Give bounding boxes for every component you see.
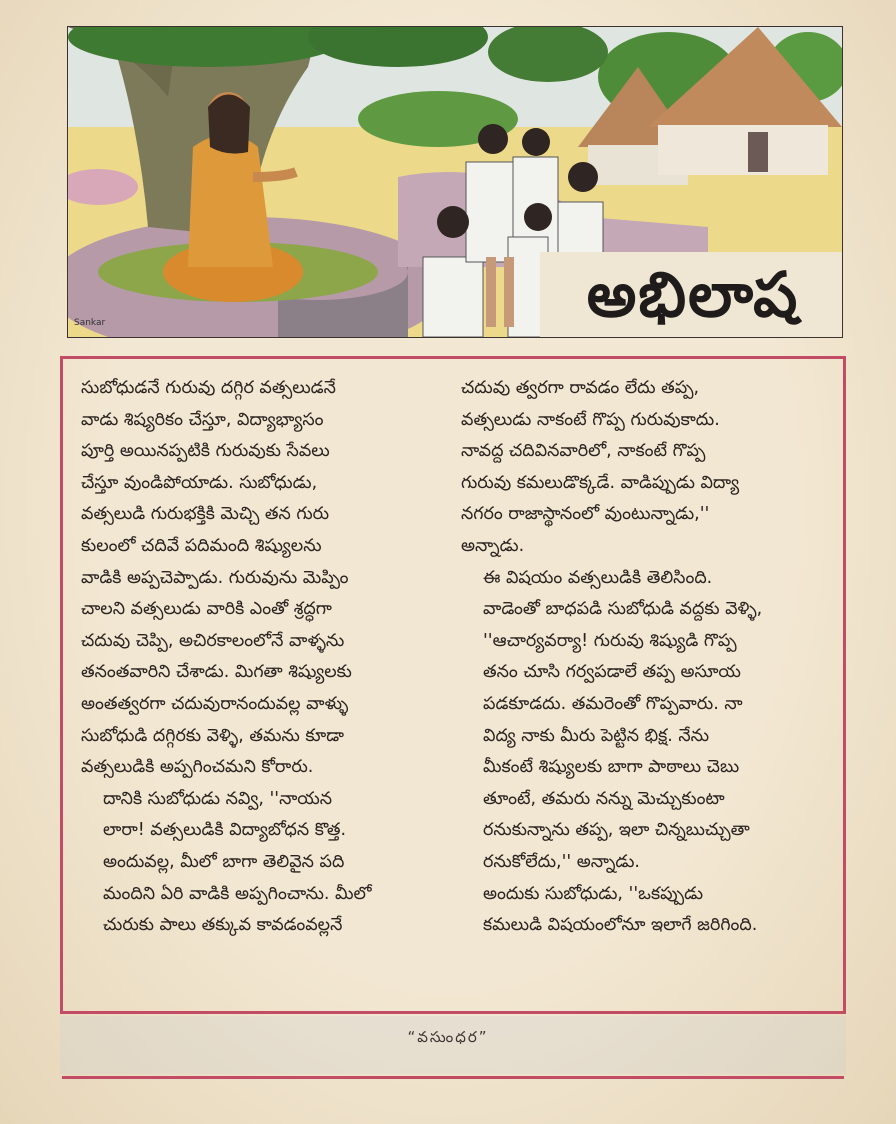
story-line: కమలుడి విషయంలోనూ ఇలాగే జరిగింది. xyxy=(483,915,758,936)
story-paragraph xyxy=(81,784,453,942)
story-title: అభిలాష xyxy=(586,258,800,331)
story-line: తనంతవారిని చేశాడు. మిగతా శిష్యులకు xyxy=(81,662,352,683)
left-column xyxy=(81,373,453,942)
story-line: తనం చూసి గర్వపడాలే తప్ప అసూయ xyxy=(483,662,741,683)
story-line: తూంటే, తమరు నన్ను మెచ్చుకుంటా xyxy=(483,788,725,809)
story-line: రనుకోలేదు,'' అన్నాడు. xyxy=(483,851,640,872)
story-line: వాడికి అప్పచెప్పాడు. గురువును మెప్పిం xyxy=(81,567,349,588)
story-line: నావద్ద చదివినవారిలో, నాకంటే గొప్ప xyxy=(461,441,706,462)
story-line: అన్నాడు. xyxy=(461,535,525,556)
artist-signature: Sankar xyxy=(74,318,106,328)
story-line: రనుకున్నాను తప్ప, ఇలా చిన్నబుచ్చుతా xyxy=(483,820,750,841)
story-line: చేస్తూ వుండిపోయాడు. సుబోధుడు, xyxy=(81,472,318,493)
story-line: వాడెంతో బాధపడి సుబోధుడి వద్దకు వెళ్ళి, xyxy=(483,599,763,620)
story-line: చురుకు పాలు తక్కువ కావడంవల్లనే xyxy=(103,915,343,936)
story-line: పూర్తి అయినప్పటికి గురువుకు సేవలు xyxy=(81,441,330,462)
story-line: సుబోధుడి దగ్గిరకు వెళ్ళి, తమను కూడా xyxy=(81,725,345,746)
story-line: వత్సలుడు నాకంటే గొప్ప గురువుకాదు. xyxy=(461,409,720,430)
story-line: అంతత్వరగా చదువురానందువల్ల వాళ్ళు xyxy=(81,693,349,714)
story-line: మీకంటే శిష్యులకు బాగా పాఠాలు చెబు xyxy=(483,757,740,778)
story-paragraph xyxy=(461,879,833,942)
story-line: వత్సలుడి గురుభక్తికి మెచ్చి తన గురు xyxy=(81,504,330,525)
story-line: మందిని ఏరి వాడికి అప్పగించాను. మీలో xyxy=(103,883,372,904)
story-line: చదువు చెప్పి, అచిరకాలంలోనే వాళ్ళను xyxy=(81,630,345,651)
story-line: గురువు కమలుడొక్కడే. వాడిప్పుడు విద్యా xyxy=(461,472,740,493)
story-source: “వసుంధర” xyxy=(407,1028,489,1046)
story-line: విద్య నాకు మీరు పెట్టిన భిక్ష. నేను xyxy=(483,725,709,746)
story-line: ఈ విషయం వత్సలుడికి తెలిసింది. xyxy=(483,567,713,588)
story-line: లారా! వత్సలుడికి విద్యాబోధన కొత్త. xyxy=(103,820,347,841)
story-line: చాలని వత్సలుడు వారికి ఎంతో శ్రద్ధగా xyxy=(81,599,332,620)
story-line: చదువు త్వరగా రావడం లేదు తప్ప, xyxy=(461,378,700,398)
story-line: దానికి సుబోధుడు నవ్వి, ''నాయన xyxy=(103,788,333,809)
story-paragraph xyxy=(81,373,453,784)
story-line: వాడు శిష్యరికం చేస్తూ, విద్యాభ్యాసం xyxy=(81,409,324,430)
story-line: అందుకు సుబోధుడు, ''ఒకప్పుడు xyxy=(483,883,704,904)
story-frame xyxy=(60,356,846,1014)
story-line: సుబోధుడనే గురువు దగ్గిర వత్సలుడనే xyxy=(81,378,336,398)
right-column xyxy=(461,373,833,942)
story-line: నగరం రాజాస్థానంలో వుంటున్నాడు,'' xyxy=(461,504,710,525)
story-line: వత్సలుడికి అప్పగించమని కోరారు. xyxy=(81,757,314,778)
story-line: అందువల్ల, మీలో బాగా తెలివైన పది xyxy=(103,851,345,872)
story-paragraph xyxy=(461,563,833,879)
story-line: కులంలో చదివే పదిమంది శిష్యులను xyxy=(81,535,322,556)
story-line: పడకూడదు. తమరెంతో గొప్పవారు. నా xyxy=(483,693,743,714)
footer-rule xyxy=(62,1076,844,1079)
story-paragraph xyxy=(461,373,833,563)
story-line: ''ఆచార్యవర్యా! గురువు శిష్యుడి గొప్ప xyxy=(483,630,737,651)
